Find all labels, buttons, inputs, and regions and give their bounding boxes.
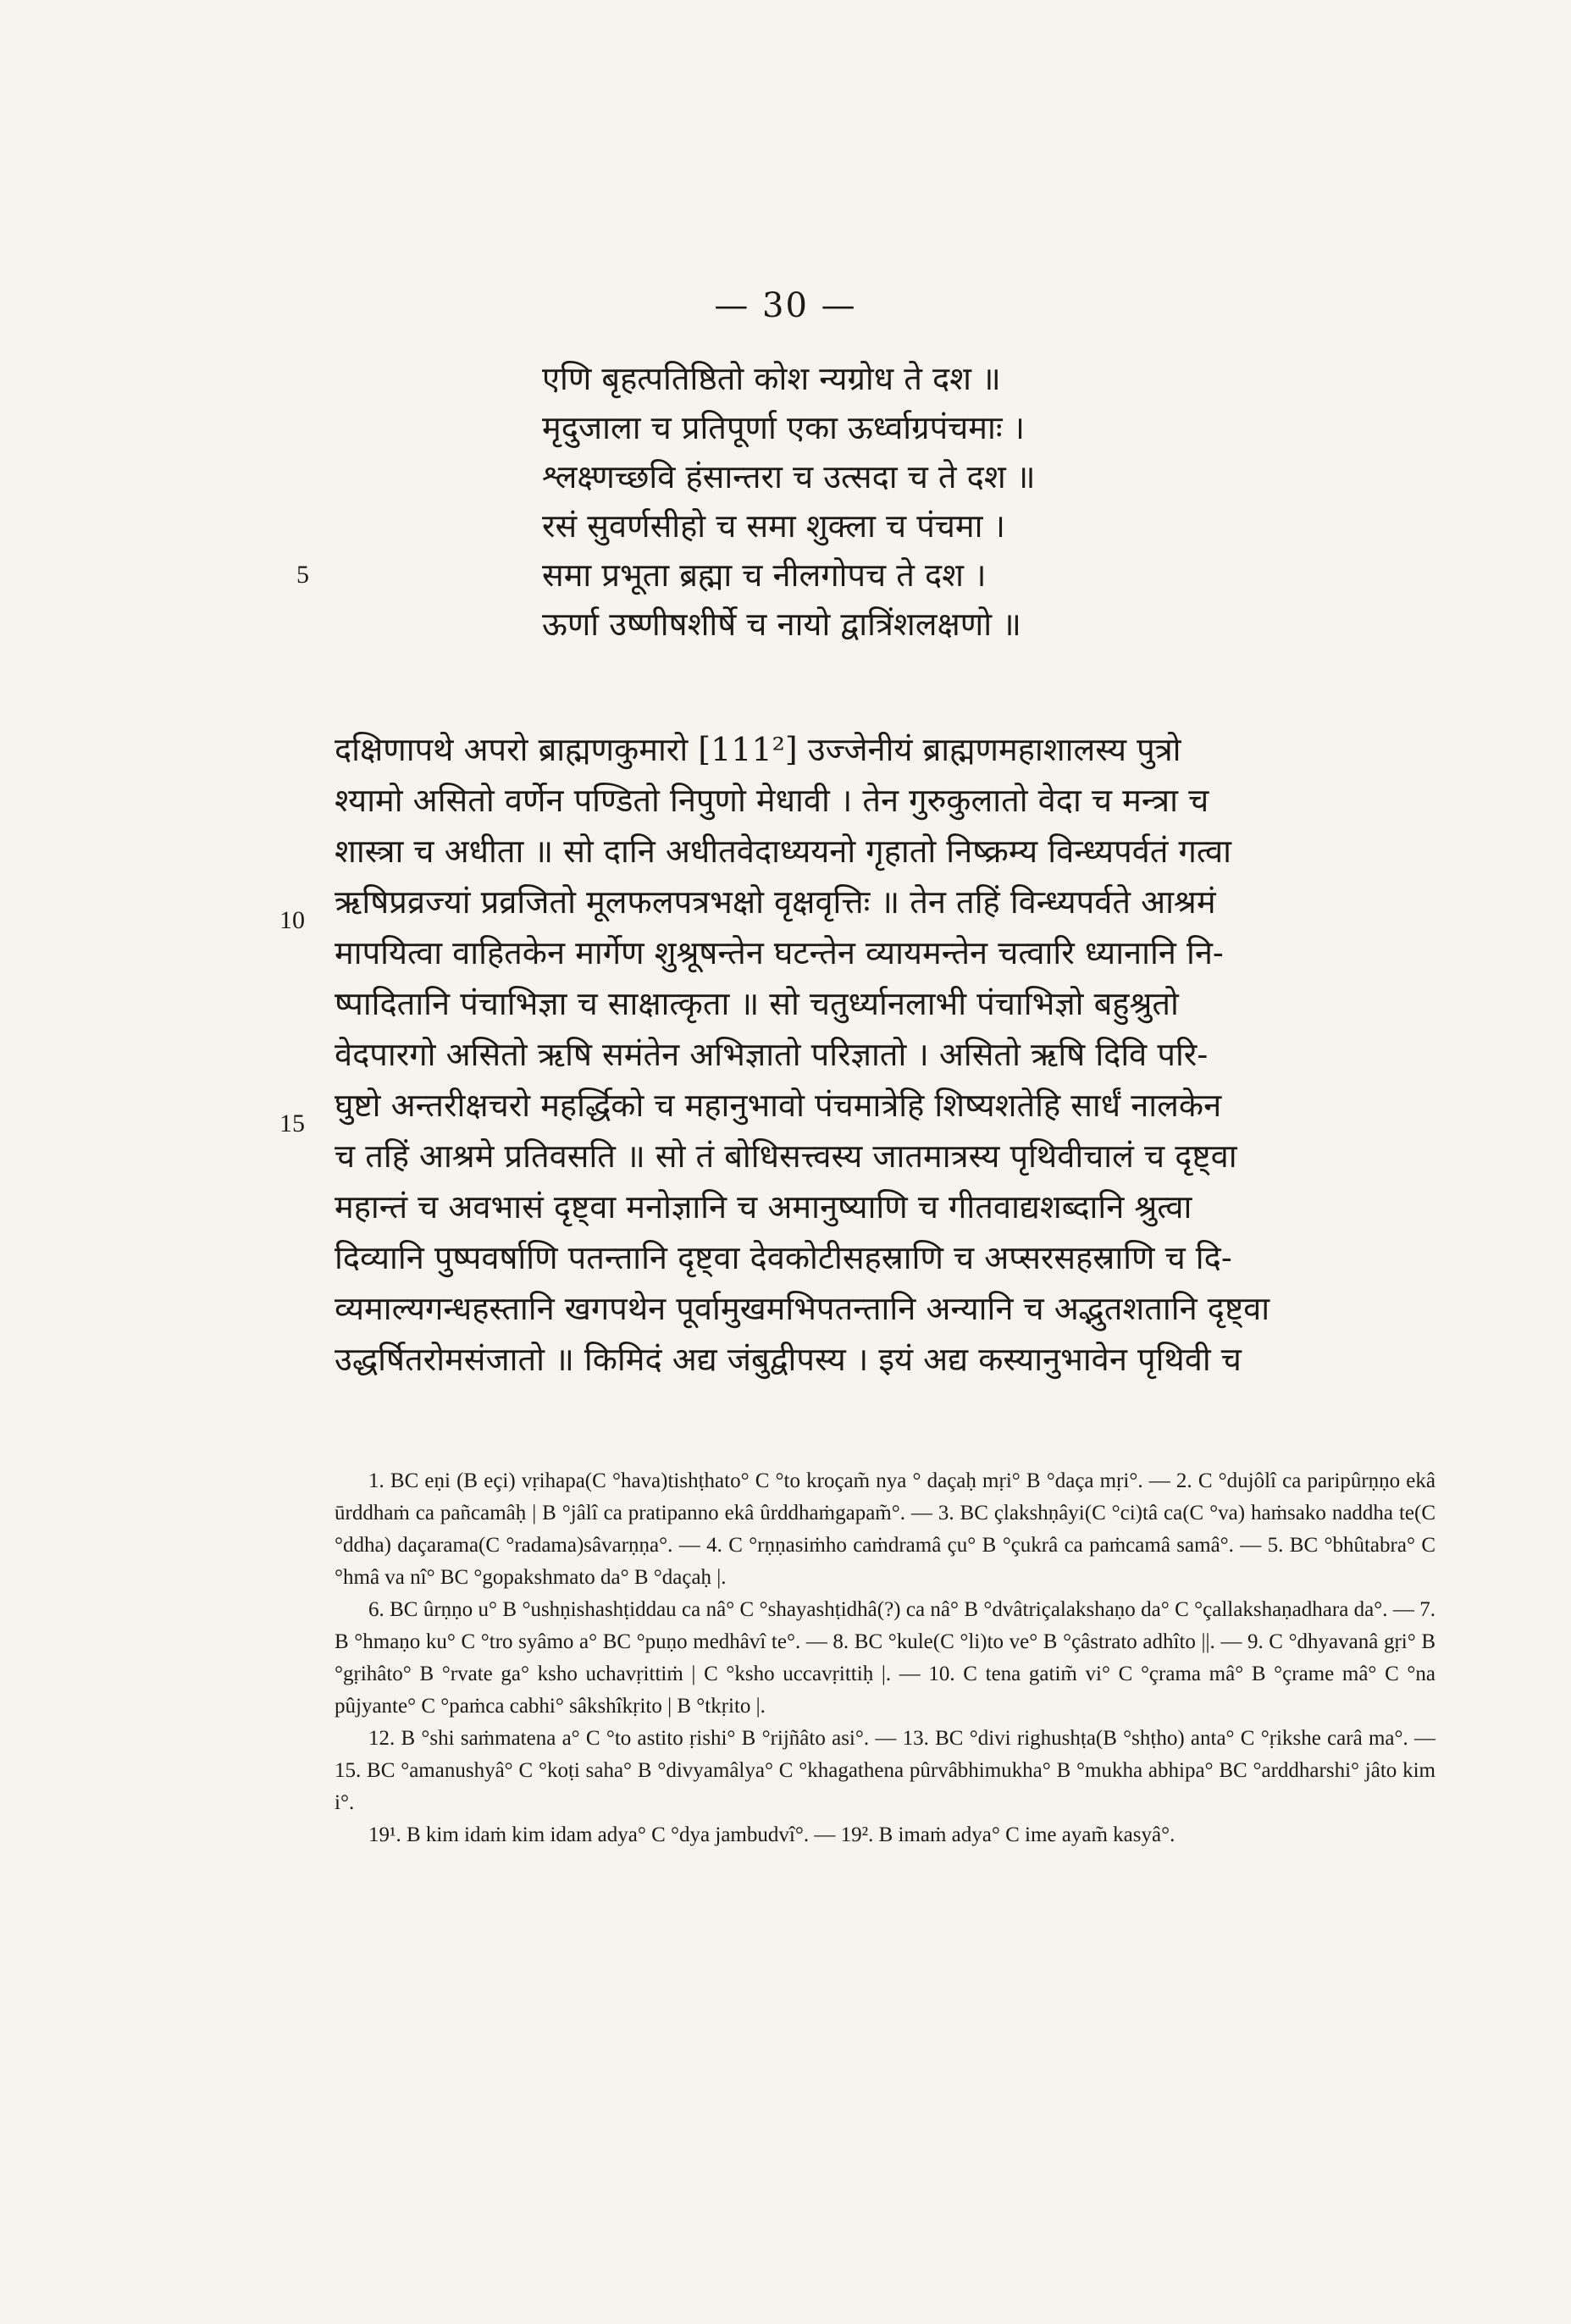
verse-line: मृदुजाला च प्रतिपूर्णा एका ऊर्ध्वाग्रपंचमाः । [542, 409, 1026, 446]
line-number: 15 [279, 1109, 305, 1137]
prose-line: दिव्यानि पुष्पवर्षाणि पतन्तानि दृष्ट्वा देवकोटीसहस्राणि च अप्सरसहस्राणि च दि- [335, 1239, 1232, 1276]
prose-block [335, 724, 1444, 1385]
line-number: 5 [296, 561, 309, 589]
verse-line: श्लक्ष्णच्छवि हंसान्तरा च उत्सदा च ते दश ॥ [542, 458, 1036, 495]
prose-line: शास्त्रा च अधीता ॥ सो दानि अधीतवेदाध्ययनो गृहातो निष्क्रम्य विन्ध्यपर्वतं गत्वा [335, 833, 1231, 870]
prose-line: व्यमाल्यगन्धहस्तानि खगपथेन पूर्वामुखमभिपतन्तानि अन्यानि च अद्भुतशतानि दृष्ट्वा [335, 1290, 1270, 1327]
footnote-paragraph: 1. BC eṇi (B eçi) vṛihapa(C °hava)tishṭhato° C °to kroçam̃ nya ° daçaḥ mṛi° B °daça mṛi°. — 2. C °dujôlî ca paripûrṇṇo ekâ ūrddhaṁ ca pañcamâḥ | B °jâlî ca pratipanno ekâ ûrddhaṁgapam̃°. — 3. BC çlakshṇâyi(C °ci)tâ ca(C °va) haṁsako naddha te(C °ddha) daçarama(C °radama)sâvarṇṇa°. — 4. C °rṇṇasiṁho caṁdramâ çu° B °çukrâ ca paṁcamâ samâ°. — 5. BC °bhûtabra° C °hmâ va nî° BC °gopakshmato da° B °daçaḥ |. [335, 1469, 1435, 1589]
verse-line: ऊर्णा उष्णीषशीर्षे च नायो द्वात्रिंशलक्षणो ॥ [542, 606, 1021, 643]
verse-line: रसं सुवर्णसीहो च समा शुक्ला च पंचमा । [542, 507, 1005, 545]
footnote-paragraph: 12. B °shi saṁmatena a° C °to astito ṛishi° B °rijñâto asi°. — 13. BC °divi righushṭa(B °shṭho) anta° C °ṛikshe carâ ma°. — 15. BC °amanushyâ° C °koṭi saha° B °divyamâlya° C °khagathena pûrvâbhimukha° B °mukha abhipa° BC °arddharshi° jâto kim i°. [335, 1727, 1435, 1814]
prose-line: उद्धर्षितरोमसंजातो ॥ किमिदं अद्य जंबुद्वीपस्य । इयं अद्य कस्यानुभावेन पृथिवी च [335, 1341, 1242, 1378]
prose-line: मापयित्वा वाहितकेन मार्गेण शुश्रूषन्तेन घटन्तेन व्यायमन्तेन चत्वारि ध्यानानि नि- [335, 934, 1224, 971]
line-number: 10 [279, 906, 305, 934]
verse-block [542, 354, 1186, 649]
prose-line: दक्षिणापथे अपरो ब्राह्मणकुमारो [111²] उज्जेनीयं ब्राह्मणमहाशालस्य पुत्रो [335, 731, 1181, 768]
prose-line: ष्पादितानि पंचाभिज्ञा च साक्षात्कृता ॥ सो चतुर्ध्यानलाभी पंचाभिज्ञो बहुश्रुतो [335, 985, 1179, 1022]
prose-line: घुष्टो अन्तरीक्षचरो महर्द्धिको च महानुभावो पंचमात्रेहि शिष्यशतेहि सार्धं नालकेन [335, 1087, 1222, 1124]
prose-line: च तहिं आश्रमे प्रतिवसति ॥ सो तं बोधिसत्त्वस्य जातमात्रस्य पृथिवीचालं च दृष्ट्वा [335, 1137, 1237, 1175]
verse-line: एणि बृहत्पतिष्ठितो कोश न्यग्रोध ते दश ॥ [542, 360, 1001, 397]
page-number: — 30 — [714, 286, 857, 325]
prose-line: श्यामो असितो वर्णेन पण्डितो निपुणो मेधावी । तेन गुरुकुलातो वेदा च मन्त्रा च [335, 782, 1209, 819]
verse-line: समा प्रभूता ब्रह्मा च नीलगोपच ते दश । [542, 556, 987, 594]
footnotes [335, 1465, 1435, 1851]
prose-line: महान्तं च अवभासं दृष्ट्वा मनोज्ञानि च अमानुष्याणि च गीतवाद्यशब्दानि श्रुत्वा [335, 1188, 1192, 1226]
footnote-paragraph: 19¹. B kim idaṁ kim idam adya° C °dya jambudvî°. — 19². B imaṁ adya° C ime ayam̃ kasyâ°. [368, 1823, 1175, 1846]
prose-line: वेदपारगो असितो ऋषि समंतेन अभिज्ञातो परिज्ञातो । असितो ऋषि दिवि परि- [335, 1036, 1209, 1073]
footnote-paragraph: 6. BC ûrṇṇo u° B °ushṇishashṭiddau ca nâ° C °shayashṭidhâ(?) ca nâ° B °dvâtriçalakshaṇo da° C °çallakshaṇadhara da°. — 7. B °hmaṇo ku° C °tro syâmo a° BC °puṇo medhâvî te°. — 8. BC °kule(C °li)to ve° B °çâstrato adhîto ||. — 9. C °dhyavanâ gṛi° B °gṛihâto° B °rvate ga° ksho uchavṛittiṁ | C °ksho uccavṛittiḥ |. — 10. C tena gatim̃ vi° C °çrama mâ° B °çrame mâ° C °na pûjyante° C °paṁca cabhi° sâkshîkṛito | B °tkṛito |. [335, 1598, 1435, 1718]
prose-line: ऋषिप्रव्रज्यां प्रव्रजितो मूलफलपत्रभक्षो वृक्षवृत्तिः ॥ तेन तहिं विन्ध्यपर्वते आश्रमं [335, 883, 1216, 921]
